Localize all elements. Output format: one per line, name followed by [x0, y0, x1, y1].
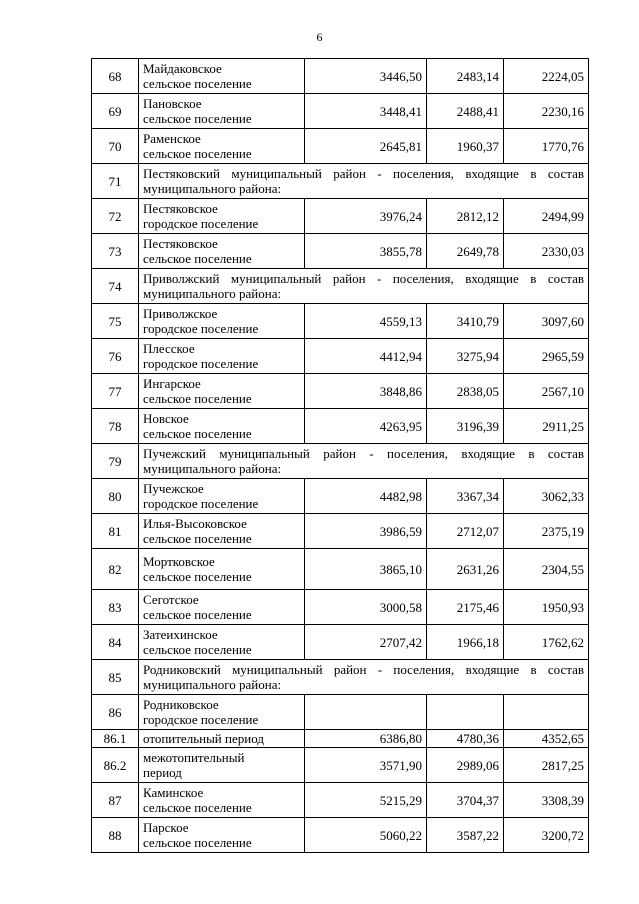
settlement-name-cell [139, 59, 305, 94]
value-3: 3200,72 [504, 818, 589, 853]
value-1: 4412,94 [305, 339, 427, 374]
value-2: 2838,05 [427, 374, 504, 409]
table-row [92, 129, 589, 164]
value-1: 3865,10 [305, 549, 427, 590]
section-heading: Приволжский муниципальный район - поселения, входящие в состав муниципального района: [139, 269, 589, 304]
settlement-name-cell [139, 304, 305, 339]
row-number: 71 [92, 164, 139, 199]
settlement-type: сельское поселение [143, 76, 252, 91]
row-number: 74 [92, 269, 139, 304]
settlement-type: сельское поселение [143, 607, 252, 622]
settlement-name: Пестяковское [143, 236, 218, 251]
settlement-name: Приволжское [143, 306, 218, 321]
settlement-type: сельское поселение [143, 111, 252, 126]
settlement-name: отопительный период [143, 731, 264, 746]
settlement-name-cell [139, 199, 305, 234]
settlement-name: Ингарское [143, 376, 201, 391]
settlement-name-cell [139, 94, 305, 129]
row-number: 86.2 [92, 748, 139, 783]
table-row [92, 304, 589, 339]
row-number: 83 [92, 590, 139, 625]
section-heading: Родниковский муниципальный район - поселения, входящие в состав муниципального района: [139, 660, 589, 695]
settlement-type: городское поселение [143, 216, 259, 231]
settlement-name: межотопительный [143, 750, 245, 765]
value-1: 2707,42 [305, 625, 427, 660]
settlement-name: Родниковское [143, 697, 219, 712]
row-number: 79 [92, 444, 139, 479]
value-3: 3097,60 [504, 304, 589, 339]
settlement-name-cell [139, 818, 305, 853]
section-row [92, 660, 589, 695]
table-row [92, 514, 589, 549]
settlement-name: Мортковское [143, 554, 215, 569]
value-2: 3704,37 [427, 783, 504, 818]
value-2: 3410,79 [427, 304, 504, 339]
table-row [92, 625, 589, 660]
row-number: 72 [92, 199, 139, 234]
settlement-name-cell [139, 549, 305, 590]
table-row [92, 409, 589, 444]
value-1: 3976,24 [305, 199, 427, 234]
settlement-type: сельское поселение [143, 642, 252, 657]
value-3: 2375,19 [504, 514, 589, 549]
value-1: 3855,78 [305, 234, 427, 269]
value-1: 3986,59 [305, 514, 427, 549]
value-1: 4559,13 [305, 304, 427, 339]
row-number: 70 [92, 129, 139, 164]
settlement-type: городское поселение [143, 356, 259, 371]
section-heading: Пучежский муниципальный район - поселения, входящие в состав муниципального района: [139, 444, 589, 479]
value-3: 3062,33 [504, 479, 589, 514]
value-2: 2483,14 [427, 59, 504, 94]
settlement-name: Парское [143, 820, 189, 835]
row-number: 73 [92, 234, 139, 269]
value-2: 2812,12 [427, 199, 504, 234]
value-1: 2645,81 [305, 129, 427, 164]
value-3: 2965,59 [504, 339, 589, 374]
section-row [92, 164, 589, 199]
value-2: 1966,18 [427, 625, 504, 660]
value-2: 3587,22 [427, 818, 504, 853]
row-number: 81 [92, 514, 139, 549]
value-1: 3446,50 [305, 59, 427, 94]
value-3: 2494,99 [504, 199, 589, 234]
value-2 [427, 695, 504, 730]
value-2: 4780,36 [427, 730, 504, 748]
settlement-name-cell [139, 374, 305, 409]
settlement-name: Пестяковское [143, 201, 218, 216]
section-row [92, 269, 589, 304]
value-3: 3308,39 [504, 783, 589, 818]
table-row [92, 590, 589, 625]
settlement-type: сельское поселение [143, 426, 252, 441]
value-3: 2224,05 [504, 59, 589, 94]
settlement-name: Пановское [143, 96, 202, 111]
row-number: 88 [92, 818, 139, 853]
row-number: 84 [92, 625, 139, 660]
value-1: 5060,22 [305, 818, 427, 853]
value-1: 5215,29 [305, 783, 427, 818]
table-row [92, 199, 589, 234]
row-number: 86 [92, 695, 139, 730]
settlement-type: городское поселение [143, 321, 259, 336]
value-1: 4482,98 [305, 479, 427, 514]
tariff-table [91, 58, 589, 853]
table-row [92, 479, 589, 514]
settlement-name: Пучежское [143, 481, 204, 496]
page-number: 6 [316, 30, 323, 44]
value-2: 3275,94 [427, 339, 504, 374]
table-row [92, 748, 589, 783]
settlement-name-cell [139, 479, 305, 514]
row-number: 86.1 [92, 730, 139, 748]
settlement-name-cell [139, 514, 305, 549]
value-2: 2175,46 [427, 590, 504, 625]
value-2: 2488,41 [427, 94, 504, 129]
settlement-name-cell [139, 625, 305, 660]
settlement-name: Раменское [143, 131, 201, 146]
value-3: 2567,10 [504, 374, 589, 409]
settlement-name-cell [139, 783, 305, 818]
value-2: 2989,06 [427, 748, 504, 783]
table-row [92, 783, 589, 818]
table-row [92, 695, 589, 730]
value-2: 1960,37 [427, 129, 504, 164]
row-number: 69 [92, 94, 139, 129]
value-3: 4352,65 [504, 730, 589, 748]
value-3: 2817,25 [504, 748, 589, 783]
value-3: 2330,03 [504, 234, 589, 269]
settlement-name: Плесское [143, 341, 195, 356]
table-row [92, 339, 589, 374]
settlement-name: Майдаковское [143, 61, 222, 76]
value-1: 3848,86 [305, 374, 427, 409]
settlement-type: сельское поселение [143, 800, 252, 815]
settlement-type: сельское поселение [143, 391, 252, 406]
value-3: 1762,62 [504, 625, 589, 660]
value-3: 1770,76 [504, 129, 589, 164]
settlement-name: Сеготское [143, 592, 199, 607]
value-1: 3571,90 [305, 748, 427, 783]
value-1: 4263,95 [305, 409, 427, 444]
row-number: 75 [92, 304, 139, 339]
row-number: 78 [92, 409, 139, 444]
row-number: 85 [92, 660, 139, 695]
settlement-name-cell [139, 730, 305, 748]
settlement-type: городское поселение [143, 712, 259, 727]
settlement-type: городское поселение [143, 496, 259, 511]
value-1: 6386,80 [305, 730, 427, 748]
value-3 [504, 695, 589, 730]
value-3: 2304,55 [504, 549, 589, 590]
value-3: 1950,93 [504, 590, 589, 625]
table-row [92, 730, 589, 748]
settlement-name-cell [139, 409, 305, 444]
section-row [92, 444, 589, 479]
settlement-name: Илья-Высоковское [143, 516, 247, 531]
value-2: 3196,39 [427, 409, 504, 444]
value-2: 2649,78 [427, 234, 504, 269]
value-1: 3448,41 [305, 94, 427, 129]
table-row [92, 549, 589, 590]
value-1 [305, 695, 427, 730]
table-row [92, 59, 589, 94]
row-number: 82 [92, 549, 139, 590]
value-3: 2911,25 [504, 409, 589, 444]
settlement-type: сельское поселение [143, 835, 252, 850]
settlement-type: период [143, 765, 182, 780]
settlement-name-cell [139, 234, 305, 269]
settlement-type: сельское поселение [143, 146, 252, 161]
row-number: 77 [92, 374, 139, 409]
row-number: 87 [92, 783, 139, 818]
settlement-name: Новское [143, 411, 189, 426]
settlement-name: Затеихинское [143, 627, 218, 642]
settlement-type: сельское поселение [143, 531, 252, 546]
value-2: 3367,34 [427, 479, 504, 514]
value-1: 3000,58 [305, 590, 427, 625]
row-number: 80 [92, 479, 139, 514]
table-row [92, 818, 589, 853]
value-2: 2631,26 [427, 549, 504, 590]
settlement-name-cell [139, 129, 305, 164]
value-3: 2230,16 [504, 94, 589, 129]
value-2: 2712,07 [427, 514, 504, 549]
settlement-type: сельское поселение [143, 251, 252, 266]
section-heading: Пестяковский муниципальный район - поселения, входящие в состав муниципального района: [139, 164, 589, 199]
settlement-name-cell [139, 748, 305, 783]
settlement-type: сельское поселение [143, 569, 252, 584]
table-row [92, 94, 589, 129]
row-number: 76 [92, 339, 139, 374]
settlement-name-cell [139, 339, 305, 374]
table-row [92, 234, 589, 269]
table-row [92, 374, 589, 409]
settlement-name-cell [139, 590, 305, 625]
settlement-name-cell [139, 695, 305, 730]
row-number: 68 [92, 59, 139, 94]
settlement-name: Каминское [143, 785, 204, 800]
